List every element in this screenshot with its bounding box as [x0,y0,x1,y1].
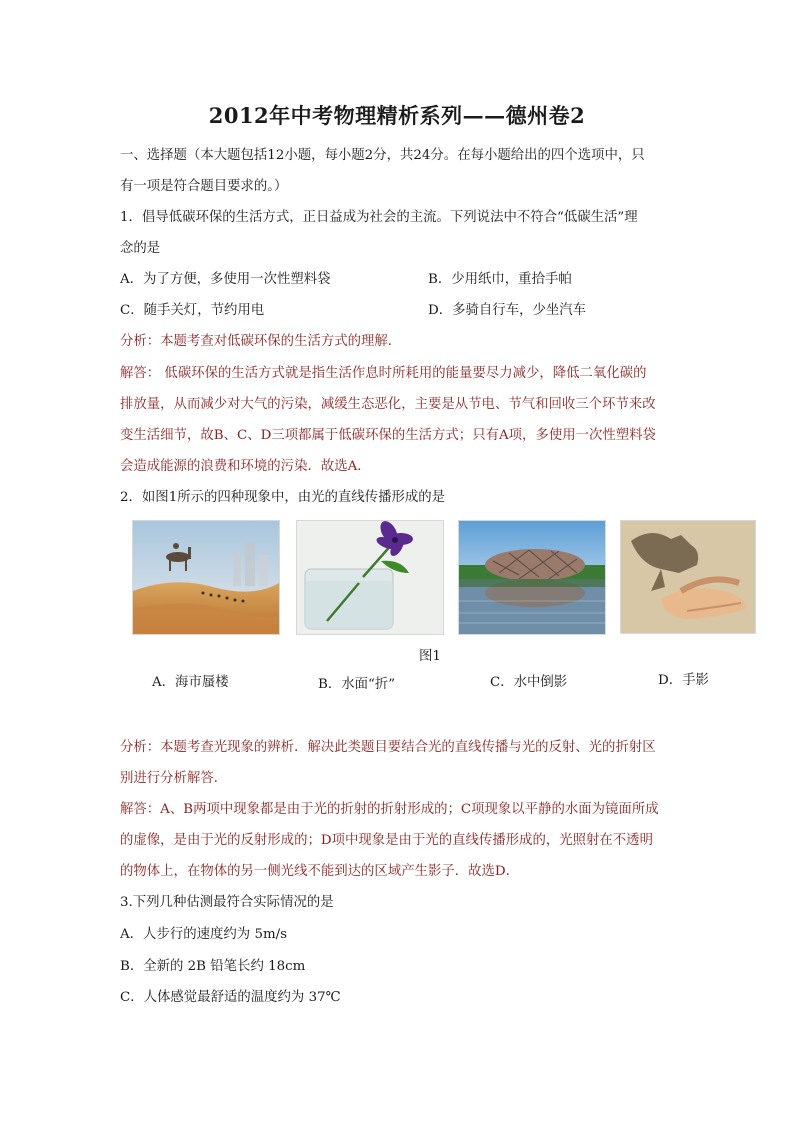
figure-label-c: C．水中倒影 [490,675,568,690]
q3-option-a: A．人步行的速度约为 5m/s [120,927,288,942]
figure-label-d: D．手影 [658,673,709,688]
section-intro-line-2: 有一项是符合题目要求的。） [120,179,288,194]
q1-answer-line-2: 排放量，从而减少对大气的污染，减缓生态恶化，主要是从节电、节气和回收三个环节来改 [120,397,656,412]
figure-label-a: A．海市蜃楼 [152,675,229,690]
q3-stem: 3.下列几种估测最符合实际情况的是 [120,895,334,910]
q2-stem: 2．如图1所示的四种现象中，由光的直线传播形成的是 [120,490,446,505]
section-intro-line-1: 一、选择题（本大题包括12小题，每小题2分，共24分。在每小题给出的四个选项中，只 [120,148,645,163]
q1-option-d: D．多骑自行车，少坐汽车 [428,303,587,318]
figure-caption: 图1 [419,649,441,664]
figure-mirage-image [132,520,280,635]
q2-answer-line-2: 的虚像，是由于光的反射形成的；D项中现象是由于光的直线传播形成的，光照射在不透明 [120,833,653,848]
figure-refraction-image [296,520,444,635]
q1-stem-line-1: 1．倡导低碳环保的生活方式，正日益成为社会的主流。下列说法中不符合“低碳生活”理 [120,210,638,225]
q1-answer-line-3: 变生活细节，故B、C、D三项都属于低碳环保的生活方式；只有A项，多使用一次性塑料袋 [120,428,656,443]
q3-option-c: C．人体感觉最舒适的温度约为 37℃ [120,990,341,1005]
q1-option-c: C．随手关灯，节约用电 [120,303,265,318]
figure-reflection-image [458,520,606,635]
q1-stem-line-2: 念的是 [120,241,161,256]
q2-analysis-line-1: 分析：本题考查光现象的辨析．解决此类题目要结合光的直线传播与光的反射、光的折射区 [120,740,656,755]
page-title: 2012年中考物理精析系列——德州卷2 [208,103,586,128]
q1-option-a: A．为了方便，多使用一次性塑料袋 [120,272,331,287]
q2-answer-line-3: 的物体上，在物体的另一侧光线不能到达的区域产生影子．故选D． [120,864,520,879]
figure-label-b: B．水面“折” [318,677,396,692]
q1-option-b: B．少用纸巾，重拾手帕 [428,272,572,287]
q1-answer-line-1: 解答： 低碳环保的生活方式就是指生活作息时所耗用的能量要尽力减少，降低二氧化碳的 [120,366,647,381]
q1-answer-line-4: 会造成能源的浪费和环境的污染．故选A． [120,459,371,474]
q1-analysis: 分析：本题考查对低碳环保的生活方式的理解． [120,334,402,349]
q2-answer-line-1: 解答：A、B两项中现象都是由于光的折射的折射形成的；C项现象以平静的水面为镜面所成 [120,802,659,817]
figure-hand-shadow-image [620,520,756,634]
q2-analysis-line-2: 别进行分析解答． [120,771,228,786]
q3-option-b: B．全新的 2B 铅笔长约 18cm [120,959,306,974]
